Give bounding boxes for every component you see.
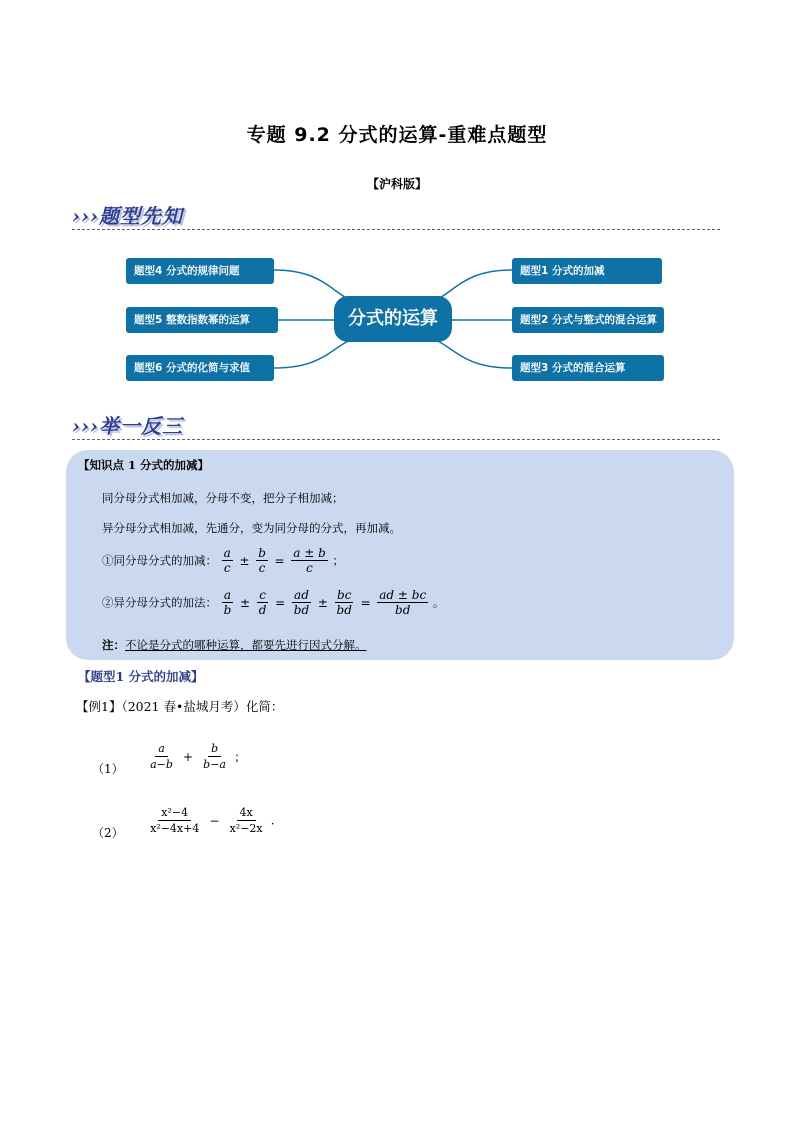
fraction: $\frac{c}{d}$ bbox=[258, 588, 267, 617]
note-label: 注： bbox=[102, 638, 125, 652]
example-1-question-2: （2） $\frac{\text{x²−4}}{\text{x²−4x+4}}$ − $\frac{4x}{\text{x²−2x}}$ . bbox=[92, 800, 275, 841]
question-number: （2） bbox=[92, 826, 124, 840]
mindmap-left-item-6: 题型6 分式的化简与求值 bbox=[126, 355, 274, 381]
fraction: $\frac{\text{x²−4}}{\text{x²−4x+4}}$ bbox=[150, 806, 200, 835]
fraction: $\frac{ad \pm bc}{bd}$ bbox=[379, 588, 427, 617]
knowledge-rule-2: 异分母分式相加减，先通分，变为同分母的分式，再加减。 bbox=[102, 521, 401, 535]
knowledge-rule-1: 同分母分式相加减，分母不变，把分子相加减； bbox=[102, 491, 344, 505]
mindmap-left-item-5: 题型5 整数指数幂的运算 bbox=[126, 307, 278, 333]
mindmap-center-topic: 分式的运算 bbox=[334, 296, 452, 342]
fraction: $\frac{ad}{bd}$ bbox=[293, 588, 310, 617]
fraction: $\frac{a}{a-b}$ bbox=[150, 742, 173, 771]
formula-1-label: ①同分母分式的加减： bbox=[102, 553, 217, 568]
fraction: $\frac{4x}{\text{x²−2x}}$ bbox=[229, 806, 263, 835]
fraction: $\frac{bc}{bd}$ bbox=[336, 588, 352, 617]
example-1-prompt: 【例1】（2021 春•盐城月考）化简： bbox=[76, 699, 284, 714]
mindmap-right-item-3: 题型3 分式的混合运算 bbox=[512, 355, 664, 381]
section-divider bbox=[72, 439, 720, 440]
question-type-heading: 【题型1 分式的加减】 bbox=[78, 669, 204, 684]
knowledge-note bbox=[102, 637, 367, 653]
document-title: 专题 9.2 分式的运算-重难点题型 bbox=[246, 124, 548, 146]
mindmap-connectors bbox=[0, 0, 794, 420]
fraction: $\frac{a}{b}$ bbox=[223, 588, 232, 617]
section-banner-practice: ›››举一反三 bbox=[72, 414, 183, 438]
formula-2-label: ②异分母分式的加法： bbox=[102, 595, 217, 610]
example-1-question-1: （1） $\frac{a}{a-b}$ + $\frac{b}{b-a}$ ； bbox=[92, 736, 246, 777]
fraction: $\frac{b}{c}$ bbox=[258, 546, 266, 575]
fraction: $\frac{a}{c}$ bbox=[223, 546, 231, 575]
section-banner-overview: ›››题型先知 bbox=[72, 204, 183, 228]
edition-label: 【沪科版】 bbox=[366, 177, 427, 191]
formula-different-denominator: ②异分母分式的加法： $\frac{a}{b}$ ± $\frac{c}{d}$ = $\frac{ad}{bd}$ ± $\frac{bc}{bd}$ = $\frac{ad \pm bc}{bd}$ 。 bbox=[102, 588, 445, 617]
question-number: （1） bbox=[92, 762, 124, 776]
knowledge-point-title: 【知识点 1 分式的加减】 bbox=[78, 458, 210, 472]
formula-same-denominator: ①同分母分式的加减： $\frac{a}{c}$ ± $\frac{b}{c}$ = $\frac{a \pm b}{c}$ ； bbox=[102, 546, 344, 575]
fraction: $\frac{b}{b-a}$ bbox=[203, 742, 226, 771]
note-text: 不论是分式的哪种运算，都要先进行因式分解。 bbox=[125, 638, 367, 652]
fraction: $\frac{a \pm b}{c}$ bbox=[293, 546, 326, 575]
mindmap-right-item-1: 题型1 分式的加减 bbox=[512, 258, 662, 284]
mindmap-right-item-2: 题型2 分式与整式的混合运算 bbox=[512, 307, 664, 333]
mindmap-left-item-4: 题型4 分式的规律问题 bbox=[126, 258, 274, 284]
